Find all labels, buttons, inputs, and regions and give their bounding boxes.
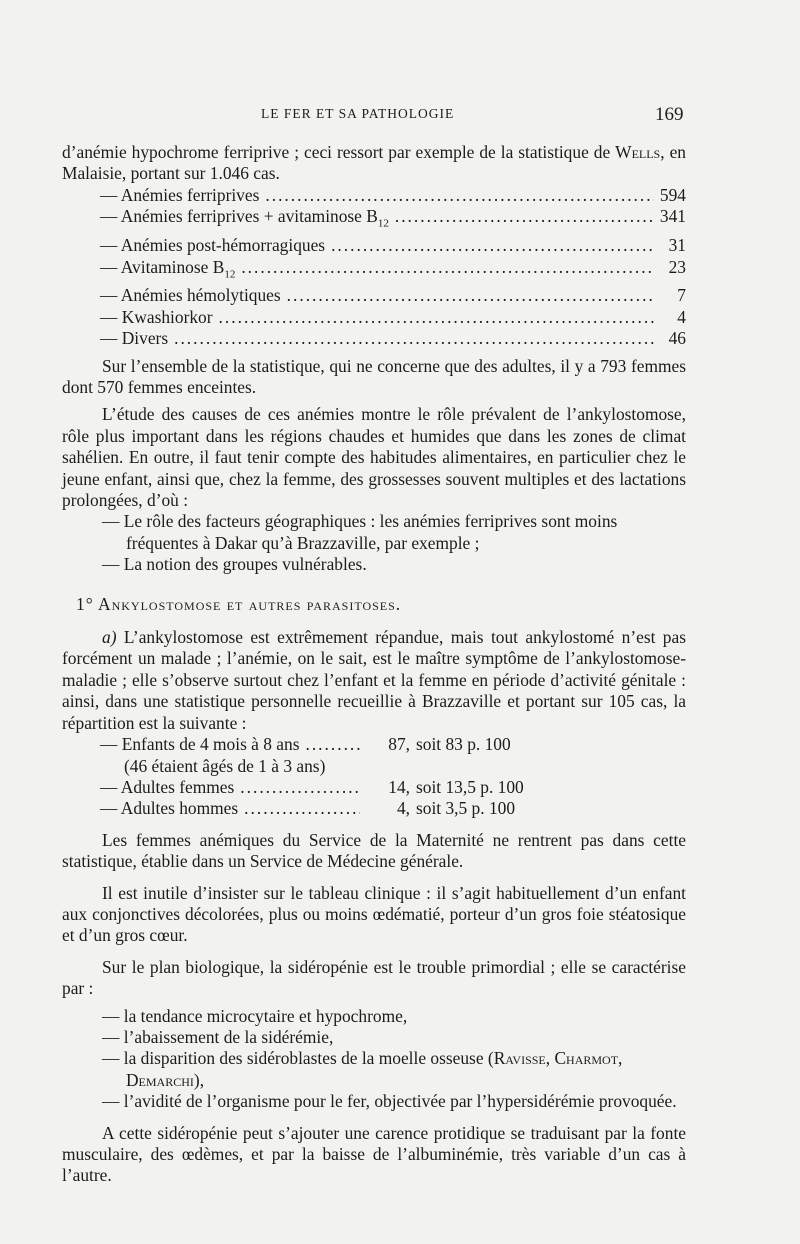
distribution-note: (46 étaient âgés de 1 à 3 ans) xyxy=(124,755,326,776)
paragraph: Sur l’ensemble de la statistique, qui ne concerne que des adultes, il y a 793 femmes dont 570 femmes enceintes. xyxy=(62,355,686,397)
stat-row: — Anémies ferriprives + avitaminose $B_{12}$ ..... 341 xyxy=(100,206,686,235)
author-name: Wells xyxy=(615,142,661,162)
stat-value: 4 xyxy=(677,306,686,327)
list-item: — la tendance microcytaire et hypochrome, xyxy=(102,1005,408,1026)
stat-value: 46 xyxy=(668,328,686,349)
paragraph: Les femmes anémiques du Service de la Maternité ne rentrent pas dans cette statistique, établie dans un Service de Médecine générale. xyxy=(62,829,686,872)
stat-row: — Avitaminose $B_{12}$ ..... 23 xyxy=(100,257,686,286)
stat-value: 23 xyxy=(668,256,686,277)
page-header xyxy=(0,104,800,128)
paragraph-intro: d’anémie hypochrome ferriprive ; ceci ressort par exemple de la statistique de Wells, en Malaisie, portant sur 1.046 cas. xyxy=(62,142,686,184)
list-item: — Le rôle des facteurs géographiques : les anémies ferriprives sont moins fréquentes à Dakar qu’à Brazzaville, par exemple ; xyxy=(102,511,618,553)
distribution-row: — Enfants de 4 mois à 8 ans ..... 87, soit 83 p. 100 xyxy=(62,734,686,755)
distribution-list xyxy=(62,734,686,820)
paragraph: Il est inutile d’insister sur le tableau clinique : il s’agit habituellement d’un enfant aux conjonctives décolorées, plus ou moins œdématié, porteur d’un gros foie stéatosique et d’un gros cœur. xyxy=(62,882,686,946)
list-item: — l’abaissement de la sidérémie, xyxy=(102,1026,334,1047)
list-item: — La notion des groupes vulnérables. xyxy=(102,554,367,575)
author-names: Ravisse, Charmot, Demarchi xyxy=(126,1048,623,1090)
stat-row: — Anémies hémolytiques ..... 7 xyxy=(100,285,686,306)
list-item: — l’avidité de l’organisme pour le fer, objectivée par l’hypersidérémie provoquée. xyxy=(102,1091,677,1112)
stat-value: 31 xyxy=(668,235,686,256)
page-body xyxy=(62,142,686,1187)
stat-row: — Anémies ferriprives ..... 594 xyxy=(100,185,686,206)
stat-value: 7 xyxy=(677,285,686,306)
page-number: 169 xyxy=(655,104,684,125)
paragraph: a) L’ankylostomose est extrêmement répandue, mais tout ankylostomé n’est pas forcément un malade ; l’anémie, on le sait, est le maître symptôme de l’ankylostomose-maladie ; elle s’observe surtout chez l’enfant et la femme en période d’activité génitale : ainsi, dans une statistique personnelle recueillie à Brazzaville et portant sur 105 cas, la répartition est la suivante : xyxy=(62,627,686,733)
statistics-list xyxy=(62,185,686,350)
running-title: LE FER ET SA PATHOLOGIE xyxy=(261,106,455,121)
stat-row: — Anémies post-hémorragiques ..... 31 xyxy=(100,235,686,256)
stat-value: 594 xyxy=(659,184,686,205)
list-item: — la disparition des sidéroblastes de la moelle osseuse (Ravisse, Charmot, Demarchi), xyxy=(102,1048,623,1090)
distribution-row: — Adultes hommes ..... 4, soit 3,5 p. 100 xyxy=(62,798,686,819)
paragraph: L’étude des causes de ces anémies montre le rôle prévalent de l’ankylostomose, rôle plus important dans les régions chaudes et humides que dans les zones de climat sahélien. En outre, il faut tenir compte des habitudes alimentaires, en particulier chez le jeune enfant, ainsi que, chez la femme, des grossesses souvent multiples et des lactations prolongées, d’où : xyxy=(62,404,686,511)
stat-row: — Divers ..... 46 xyxy=(100,328,686,349)
stat-value: 341 xyxy=(659,206,686,227)
distribution-row: — Adultes femmes ..... 14, soit 13,5 p. 100 xyxy=(62,777,686,798)
stat-row: — Kwashiorkor ..... 4 xyxy=(100,307,686,328)
section-heading: 1° Ankylostomose et autres parasitoses. xyxy=(76,593,402,614)
paragraph: Sur le plan biologique, la sidéropénie est le trouble primordial ; elle se caractérise par : xyxy=(62,956,686,999)
paragraph: A cette sidéropénie peut s’ajouter une carence protidique se traduisant par la fonte musculaire, des œdèmes, et par la baisse de l’albuminémie, très variable d’un cas à l’autre. xyxy=(62,1122,686,1186)
